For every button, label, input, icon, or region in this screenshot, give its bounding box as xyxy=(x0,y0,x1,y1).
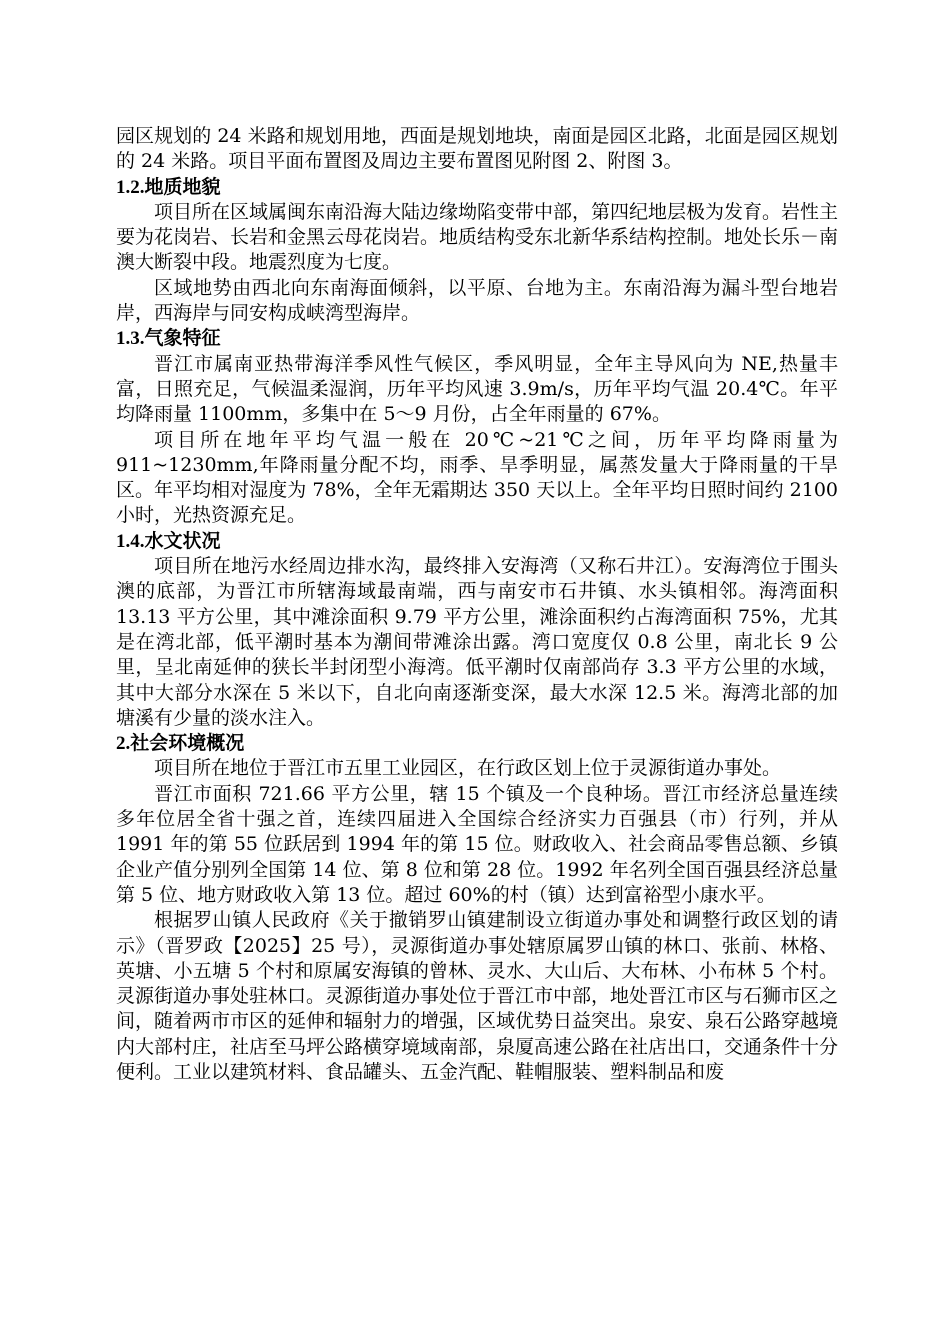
paragraph-climate-2: 项目所在地年平均气温一般在 20℃~21℃之间，历年平均降雨量为 911~1230mm,年降雨量分配不均，雨季、旱季明显，属蒸发量大于降雨量的干旱区。年平均相对湿度为 78%，全年无霜期达 350 天以上。全年平均日照时间约 2100 小时，光热资源充足。 xyxy=(116,428,838,527)
paragraph-social-2: 晋江市面积 721.66 平方公里，辖 15 个镇及一个良种场。晋江市经济总量连续多年位居全省十强之首，连续四届进入全国综合经济实力百强县（市）行列，并从 1991 年的第 55 位跃居到 1994 年的第 15 位。财政收入、社会商品零售总额、乡镇企业产值分别列全国第 14 位、第 8 位和第 28 位。1992 年名列全国百强县经济总量第 5 位、地方财政收入第 13 位。超过 60%的村（镇）达到富裕型小康水平。 xyxy=(116,782,838,906)
paragraph-climate-1: 晋江市属南亚热带海洋季风性气候区，季风明显，全年主导风向为 NE,热量丰富，日照充足，气候温柔湿润，历年平均风速 3.9m/s，历年平均气温 20.4℃。年平均降雨量 1100mm，多集中在 5～9 月份，占全年雨量的 67%。 xyxy=(116,352,838,426)
paragraph-geology-2: 区域地势由西北向东南海面倾斜，以平原、台地为主。东南沿海为漏斗型台地岩岸，西海岸与同安构成峡湾型海岸。 xyxy=(116,276,838,325)
heading-climate: 1.3.气象特征 xyxy=(116,328,221,350)
paragraph-social-3: 根据罗山镇人民政府《关于撤销罗山镇建制设立街道办事处和调整行政区划的请示》（晋罗政【2025】25 号），灵源街道办事处辖原属罗山镇的林口、张前、林格、英塘、小五塘 5 个村和原属安海镇的曾林、灵水、大山后、大布林、小布林 5 个村。灵源街道办事处驻林口。灵源街道办事处位于晋江市中部，地处晋江市区与石狮市区之间，随着两市市区的延伸和辐射力的增强，区域优势日益突出。泉安、泉石公路穿越境内大部村庄，社店至马坪公路横穿境域南部，泉厦高速公路在社店出口，交通条件十分便利。工业以建筑材料、食品罐头、五金汽配、鞋帽服装、塑料制品和废 xyxy=(116,909,839,1083)
heading-geology: 1.2.地质地貌 xyxy=(116,176,221,198)
paragraph-geology-1: 项目所在区域属闽东南沿海大陆边缘坳陷变带中部，第四纪地层极为发育。岩性主要为花岗岩、长岩和金黑云母花岗岩。地质结构受东北新华系结构控制。地处长乐－南澳大断裂中段。地震烈度为七度。 xyxy=(116,200,839,274)
document-page xyxy=(116,124,838,1085)
paragraph-hydrology: 项目所在地污水经周边排水沟，最终排入安海湾（又称石井江）。安海湾位于围头澳的底部，为晋江市所辖海域最南端，西与南安市石井镇、水头镇相邻。海湾面积 13.13 平方公里，其中滩涂面积 9.79 平方公里，滩涂面积约占海湾面积 75%，尤其是在湾北部，低平潮时基本为潮间带滩涂出露。湾口宽度仅 0.8 公里，南北长 9 公里，呈北南延伸的狭长半封闭型小海湾。低平潮时仅南部尚存 3.3 平方公里的水域，其中大部分水深在 5 米以下，自北向南逐渐变深，最大水深 12.5 米。海湾北部的加塘溪有少量的淡水注入。 xyxy=(116,555,838,729)
heading-social: 2.社会环境概况 xyxy=(116,733,245,755)
paragraph-intro: 园区规划的 24 米路和规划用地，西面是规划地块，南面是园区北路，北面是园区规划的 24 米路。项目平面布置图及周边主要布置图见附图 2、附图 3。 xyxy=(116,125,838,173)
heading-hydrology: 1.4.水文状况 xyxy=(116,530,221,552)
paragraph-social-1: 项目所在地位于晋江市五里工业园区，在行政区划上位于灵源街道办事处。 xyxy=(154,757,782,780)
